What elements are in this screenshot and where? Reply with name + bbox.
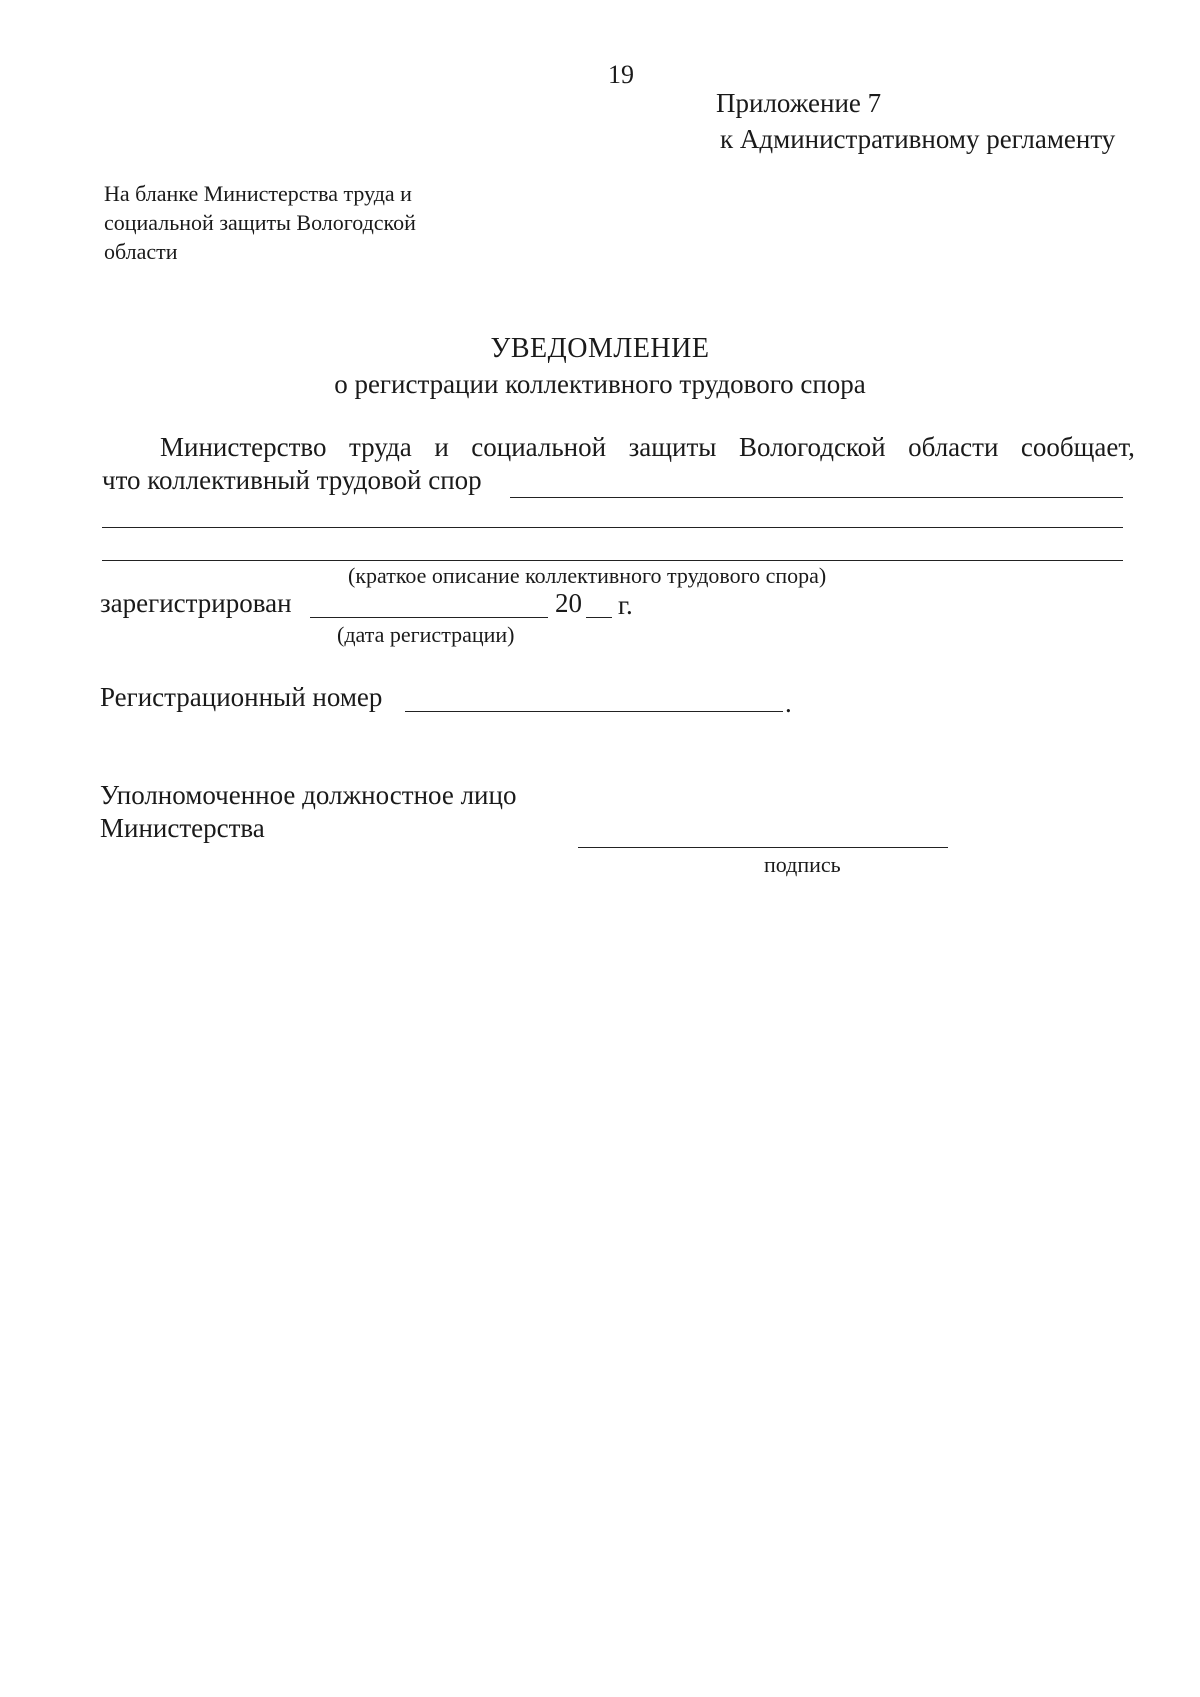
intro-word: защиты bbox=[628, 432, 717, 462]
paragraph-continuation: что коллективный трудовой спор bbox=[102, 465, 482, 495]
year-suffix: г. bbox=[618, 590, 633, 620]
registration-number-period: . bbox=[785, 688, 792, 718]
dispute-description-line-1[interactable] bbox=[510, 497, 1123, 498]
year-field[interactable] bbox=[586, 617, 612, 618]
dispute-description-caption: (краткое описание коллективного трудового спора) bbox=[348, 563, 827, 588]
signature-caption: подпись bbox=[764, 852, 841, 877]
registered-label: зарегистрирован bbox=[100, 588, 292, 618]
official-line-2: Министерства bbox=[100, 813, 265, 843]
intro-word: Вологодской bbox=[738, 432, 886, 462]
appendix-reference: к Административному регламенту bbox=[720, 124, 1116, 154]
dispute-description-line-2[interactable] bbox=[102, 527, 1123, 528]
appendix-label: Приложение 7 bbox=[716, 88, 882, 118]
registration-number-field[interactable] bbox=[405, 711, 783, 712]
authorized-official bbox=[100, 779, 600, 845]
document-subtitle: о регистрации коллективного трудового спора bbox=[334, 369, 866, 399]
registration-date-field[interactable] bbox=[310, 617, 548, 618]
dispute-description-line-3[interactable] bbox=[102, 560, 1123, 561]
intro-word: и bbox=[434, 432, 449, 462]
registration-date-caption: (дата регистрации) bbox=[337, 622, 515, 647]
page-number: 19 bbox=[608, 60, 634, 89]
letterhead-note: На бланке Министерства труда и социальной защиты Вологодской области bbox=[104, 181, 416, 264]
year-prefix: 20 bbox=[555, 588, 582, 618]
registration-number-label: Регистрационный номер bbox=[100, 682, 383, 712]
signature-field[interactable] bbox=[578, 847, 948, 848]
intro-word: социальной bbox=[471, 432, 607, 462]
intro-word: труда bbox=[349, 432, 412, 462]
paragraph-intro bbox=[160, 432, 1135, 463]
intro-word: сообщает, bbox=[1020, 432, 1135, 462]
intro-word: Министерство bbox=[160, 432, 327, 462]
document-title: УВЕДОМЛЕНИЕ bbox=[490, 333, 710, 364]
intro-word: области bbox=[908, 432, 999, 462]
official-line-1: Уполномоченное должностное лицо bbox=[100, 780, 517, 810]
